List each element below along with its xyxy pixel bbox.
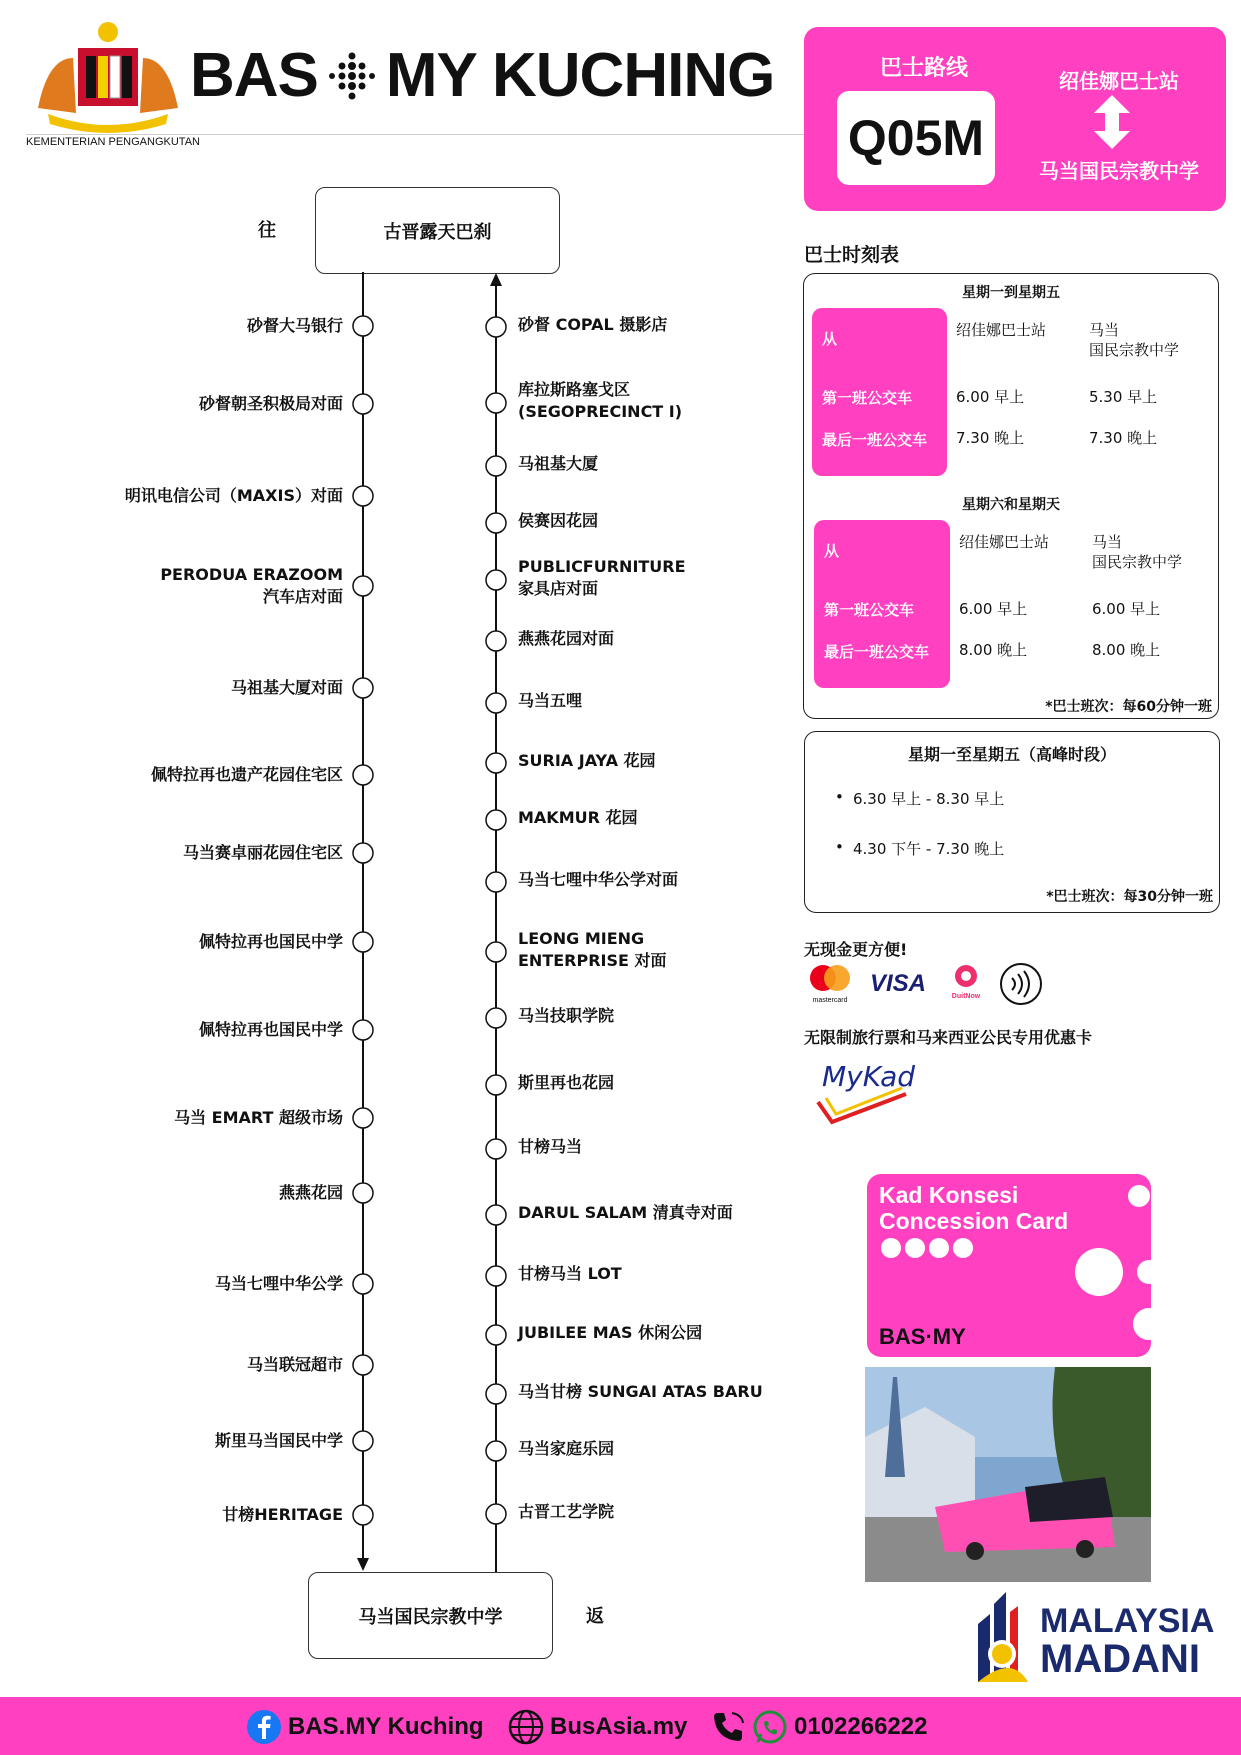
- weekend-from-label: 从: [824, 542, 840, 560]
- stop-label-line: 马当七哩中华公学对面: [518, 870, 679, 889]
- stop-label-right: [518, 1202, 733, 1224]
- stop-marker-right: [486, 456, 506, 476]
- stop-label-line: 汽车店对面: [262, 587, 343, 606]
- peak-item-morning: • 6.30 早上 - 8.30 早上: [853, 788, 1004, 809]
- stop-label-line: 马当技职学院: [518, 1006, 615, 1025]
- stop-marker-right: [486, 872, 506, 892]
- stop-label-right: [518, 556, 686, 600]
- weekday-first-col1: 6.00 早上: [956, 388, 1025, 406]
- stop-label-line: 马当 EMART 超级市场: [174, 1108, 343, 1127]
- mykad-text: MyKad: [822, 1060, 916, 1093]
- footer-bar: [0, 1697, 1241, 1755]
- stop-label-line: DARUL SALAM 清真寺对面: [518, 1203, 733, 1222]
- bus-photo: [865, 1367, 1151, 1582]
- stop-label-right: [518, 869, 678, 891]
- stop-label-line: 砂督朝圣积极局对面: [198, 394, 343, 413]
- peak-hours-box: [804, 731, 1220, 913]
- weekend-last-col1: 8.00 晚上: [959, 641, 1028, 659]
- stop-label-line: 马当家庭乐园: [518, 1439, 615, 1458]
- stop-label-right: [518, 1263, 622, 1285]
- stop-marker-right: [486, 1504, 506, 1524]
- stop-label-line: 甘榜马当 LOT: [518, 1264, 622, 1283]
- stop-label-line: 明讯电信公司（MAXIS）对面: [124, 486, 343, 505]
- stop-label-line: 古晋工艺学院: [518, 1502, 615, 1521]
- terminal-bottom-label: 马当国民宗教中学: [358, 1606, 503, 1628]
- stop-marker-left: [353, 1183, 373, 1203]
- stop-marker-left: [353, 316, 373, 336]
- facebook-icon: [246, 1709, 282, 1745]
- stop-label-right: [518, 1322, 702, 1344]
- stop-label-right: [518, 314, 667, 336]
- stop-label-line: 马当赛卓丽花园住宅区: [182, 843, 343, 862]
- weekend-col2-head-2: 国民宗教中学: [1092, 553, 1183, 571]
- route-card: [804, 27, 1226, 211]
- stop-label-line: 甘榜HERITAGE: [222, 1505, 343, 1524]
- website-label: BusAsia.my: [550, 1713, 688, 1740]
- stop-label-right: [518, 1072, 614, 1094]
- stop-label-line: 马当七哩中华公学: [214, 1274, 343, 1293]
- stop-marker-left: [353, 394, 373, 414]
- stop-marker-left: [353, 678, 373, 698]
- stop-marker-left: [353, 1355, 373, 1375]
- stop-label-left: [199, 931, 343, 953]
- stop-label-line: 佩特拉再也国民中学: [198, 932, 343, 951]
- duitnow-text: DuitNow: [951, 993, 981, 1000]
- phone-icon: [710, 1709, 746, 1745]
- frequency-note-30: *巴士班次：每30分钟一班: [1046, 889, 1213, 905]
- stop-label-left: [183, 842, 343, 864]
- card-title-line1: Kad Konsesi: [879, 1182, 1019, 1208]
- stop-label-line: 甘榜马当: [518, 1137, 583, 1156]
- stop-label-left: [231, 677, 343, 699]
- stop-label-left: [199, 1019, 343, 1041]
- phone-link[interactable]: [710, 1709, 927, 1745]
- facebook-link[interactable]: [246, 1709, 484, 1745]
- stop-label-left: [215, 1273, 343, 1295]
- stop-label-line: 侯赛因花园: [518, 511, 599, 530]
- stop-label-line: MAKMUR 花园: [518, 808, 638, 827]
- weekend-col1-head: 绍佳娜巴士站: [959, 533, 1050, 551]
- stop-label-right: [518, 1136, 582, 1158]
- timetable-box: [803, 273, 1219, 719]
- stop-label-right: [518, 928, 667, 972]
- stop-label-line: 佩特拉再也国民中学: [198, 1020, 343, 1039]
- direction-back-label: 返: [586, 1606, 604, 1627]
- stop-label-line: 佩特拉再也遗产花园住宅区: [150, 765, 343, 784]
- stop-label-left: [222, 1504, 343, 1526]
- visa-icon: VISA: [870, 970, 927, 997]
- stop-label-right: [518, 510, 598, 532]
- weekday-first-col2: 5.30 早上: [1089, 388, 1158, 406]
- stop-marker-left: [353, 765, 373, 785]
- stop-label-left: [151, 764, 343, 786]
- madani-line2: MADANI: [1040, 1637, 1200, 1681]
- malaysia-madani-logo: [972, 1584, 1224, 1684]
- stop-label-left: [199, 393, 343, 415]
- route-code: Q05M: [847, 110, 985, 166]
- brand-left: BAS: [190, 41, 318, 110]
- stop-label-left: [215, 1430, 343, 1452]
- ministry-label: KEMENTERIAN PENGANGKUTAN: [26, 136, 200, 148]
- direction-to-label: 往: [258, 220, 276, 241]
- weekday-col2-head-2: 国民宗教中学: [1089, 341, 1180, 359]
- stop-label-right: [518, 1005, 614, 1027]
- stop-marker-right: [486, 631, 506, 651]
- stop-label-line: ENTERPRISE 对面: [518, 951, 667, 970]
- stop-label-line: 马当甘榜 SUNGAI ATAS BARU: [518, 1382, 763, 1401]
- mastercard-text: mastercard: [812, 997, 848, 1004]
- stop-marker-left: [353, 1431, 373, 1451]
- weekday-col1-head: 绍佳娜巴士站: [956, 321, 1047, 339]
- weekday-last-col1: 7.30 晚上: [956, 429, 1025, 447]
- route-label: 巴士路线: [879, 56, 968, 81]
- weekend-first-label: 第一班公交车: [824, 601, 915, 619]
- stop-label-line: JUBILEE MAS 休闲公园: [518, 1323, 703, 1342]
- concession-card: [867, 1174, 1151, 1357]
- website-link[interactable]: [508, 1709, 687, 1745]
- stop-label-left: [247, 315, 343, 337]
- stop-marker-right: [486, 1325, 506, 1345]
- accessibility-icons: [879, 1236, 979, 1260]
- stop-marker-left: [353, 1020, 373, 1040]
- stop-label-line: 库拉斯路塞戈区: [518, 380, 631, 399]
- stop-marker-left: [353, 1505, 373, 1525]
- stop-marker-right: [486, 1205, 506, 1225]
- stop-marker-left: [353, 932, 373, 952]
- facebook-label: BAS.MY Kuching: [288, 1713, 484, 1740]
- stop-label-left: [125, 485, 343, 507]
- timetable-heading: 巴士时刻表: [804, 244, 900, 266]
- stop-marker-right: [486, 693, 506, 713]
- weekend-first-col2: 6.00 早上: [1092, 600, 1161, 618]
- route-code-box: [837, 91, 995, 185]
- stop-marker-right: [486, 393, 506, 413]
- card-decoration: [1047, 1174, 1151, 1357]
- frequency-note-60: *巴士班次：每60分钟一班: [1045, 699, 1212, 715]
- weekend-first-col1: 6.00 早上: [959, 600, 1028, 618]
- stop-marker-right: [486, 1384, 506, 1404]
- stop-label-right: [518, 1438, 614, 1460]
- card-brand: BAS·MY: [879, 1324, 966, 1349]
- duitnow-icon: [946, 962, 986, 1006]
- concession-label: 无限制旅行票和马来西亚公民专用优惠卡: [804, 1028, 1093, 1047]
- stop-marker-right: [486, 570, 506, 590]
- stop-marker-right: [486, 810, 506, 830]
- peak-item-evening: • 4.30 下午 - 7.30 晚上: [853, 838, 1004, 859]
- weekend-last-label: 最后一班公交车: [824, 643, 930, 661]
- weekday-label-panel: [812, 308, 947, 476]
- weekday-last-col2: 7.30 晚上: [1089, 429, 1158, 447]
- weekend-col2-head-1: 马当: [1092, 533, 1123, 551]
- stop-label-line: 马当联冠超市: [246, 1355, 343, 1374]
- stop-label-line: 砂督 COPAL 摄影店: [518, 315, 668, 334]
- stop-marker-left: [353, 576, 373, 596]
- cashless-label: 无现金更方便!: [804, 940, 908, 959]
- stop-label-right: [518, 1381, 763, 1403]
- stop-label-right: [518, 807, 638, 829]
- stop-label-line: 家具店对面: [518, 579, 599, 598]
- mastercard-icon: [806, 962, 854, 1004]
- madani-line1: MALAYSIA: [1040, 1602, 1215, 1640]
- stop-marker-right: [486, 1441, 506, 1461]
- peak-title: 星期一至星期五（高峰时段）: [907, 745, 1116, 764]
- stop-label-line: 马当五哩: [518, 691, 583, 710]
- stop-marker-right: [486, 317, 506, 337]
- stop-label-left: [247, 1354, 343, 1376]
- stop-label-line: 斯里马当国民中学: [214, 1431, 343, 1450]
- route-from: 绍佳娜巴士站: [1059, 69, 1179, 93]
- stop-label-line: 斯里再也花园: [518, 1073, 615, 1092]
- stop-marker-right: [486, 1075, 506, 1095]
- globe-icon: [508, 1709, 544, 1745]
- stop-label-right: [518, 1501, 614, 1523]
- contactless-icon: [998, 962, 1044, 1006]
- stop-label-right: [518, 379, 682, 423]
- card-title: [879, 1182, 1068, 1234]
- weekend-label-panel: [814, 520, 950, 688]
- stop-label-line: LEONG MIENG: [518, 929, 645, 948]
- stop-marker-left: [353, 1274, 373, 1294]
- stop-marker-right: [486, 753, 506, 773]
- whatsapp-icon: [752, 1709, 788, 1745]
- mykad-logo: [810, 1050, 930, 1128]
- stop-marker-right: [486, 1266, 506, 1286]
- stop-label-line: SURIA JAYA 花园: [518, 751, 656, 770]
- stop-label-left: [160, 564, 343, 608]
- stop-label-right: [518, 453, 598, 475]
- stop-marker-left: [353, 843, 373, 863]
- weekday-title: 星期一到星期五: [962, 285, 1060, 301]
- route-to: 马当国民宗教中学: [1039, 159, 1199, 183]
- weekday-last-label: 最后一班公交车: [822, 431, 928, 449]
- stop-marker-left: [353, 1108, 373, 1128]
- stop-marker-right: [486, 942, 506, 962]
- stop-label-line: PERODUA ERAZOOM: [160, 565, 343, 584]
- stop-marker-right: [486, 1139, 506, 1159]
- brand-right: MY KUCHING: [385, 41, 775, 110]
- stop-label-right: [518, 690, 582, 712]
- stop-label-right: [518, 750, 656, 772]
- stop-marker-left: [353, 486, 373, 506]
- stop-label-line: PUBLICFURNITURE: [518, 557, 686, 576]
- stop-label-line: 马祖基大厦: [518, 454, 599, 473]
- weekend-last-col2: 8.00 晚上: [1092, 641, 1161, 659]
- stop-label-left: [174, 1107, 343, 1129]
- double-arrow-icon: [1094, 95, 1130, 149]
- weekday-first-label: 第一班公交车: [822, 389, 913, 407]
- stop-marker-right: [486, 513, 506, 533]
- card-title-line2: Concession Card: [879, 1208, 1069, 1234]
- stop-label-line: 燕燕花园对面: [518, 629, 615, 648]
- payment-icons: [806, 962, 1046, 1008]
- terminal-top-label: 古晋露天巴刹: [383, 221, 492, 243]
- phone-label: 0102266222: [794, 1713, 928, 1740]
- stop-label-line: 马祖基大厦对面: [230, 678, 343, 697]
- stop-label-left: [279, 1182, 343, 1204]
- weekday-from-label: 从: [822, 330, 838, 348]
- stop-label-line: (SEGOPRECINCT I): [518, 402, 683, 421]
- weekend-title: 星期六和星期天: [962, 497, 1060, 513]
- weekday-col2-head-1: 马当: [1089, 321, 1120, 339]
- left-stop-list: [0, 0, 343, 1700]
- stop-marker-right: [486, 1008, 506, 1028]
- stop-label-line: 砂督大马银行: [246, 316, 343, 335]
- stop-label-right: [518, 628, 614, 650]
- stop-label-line: 燕燕花园: [278, 1183, 343, 1202]
